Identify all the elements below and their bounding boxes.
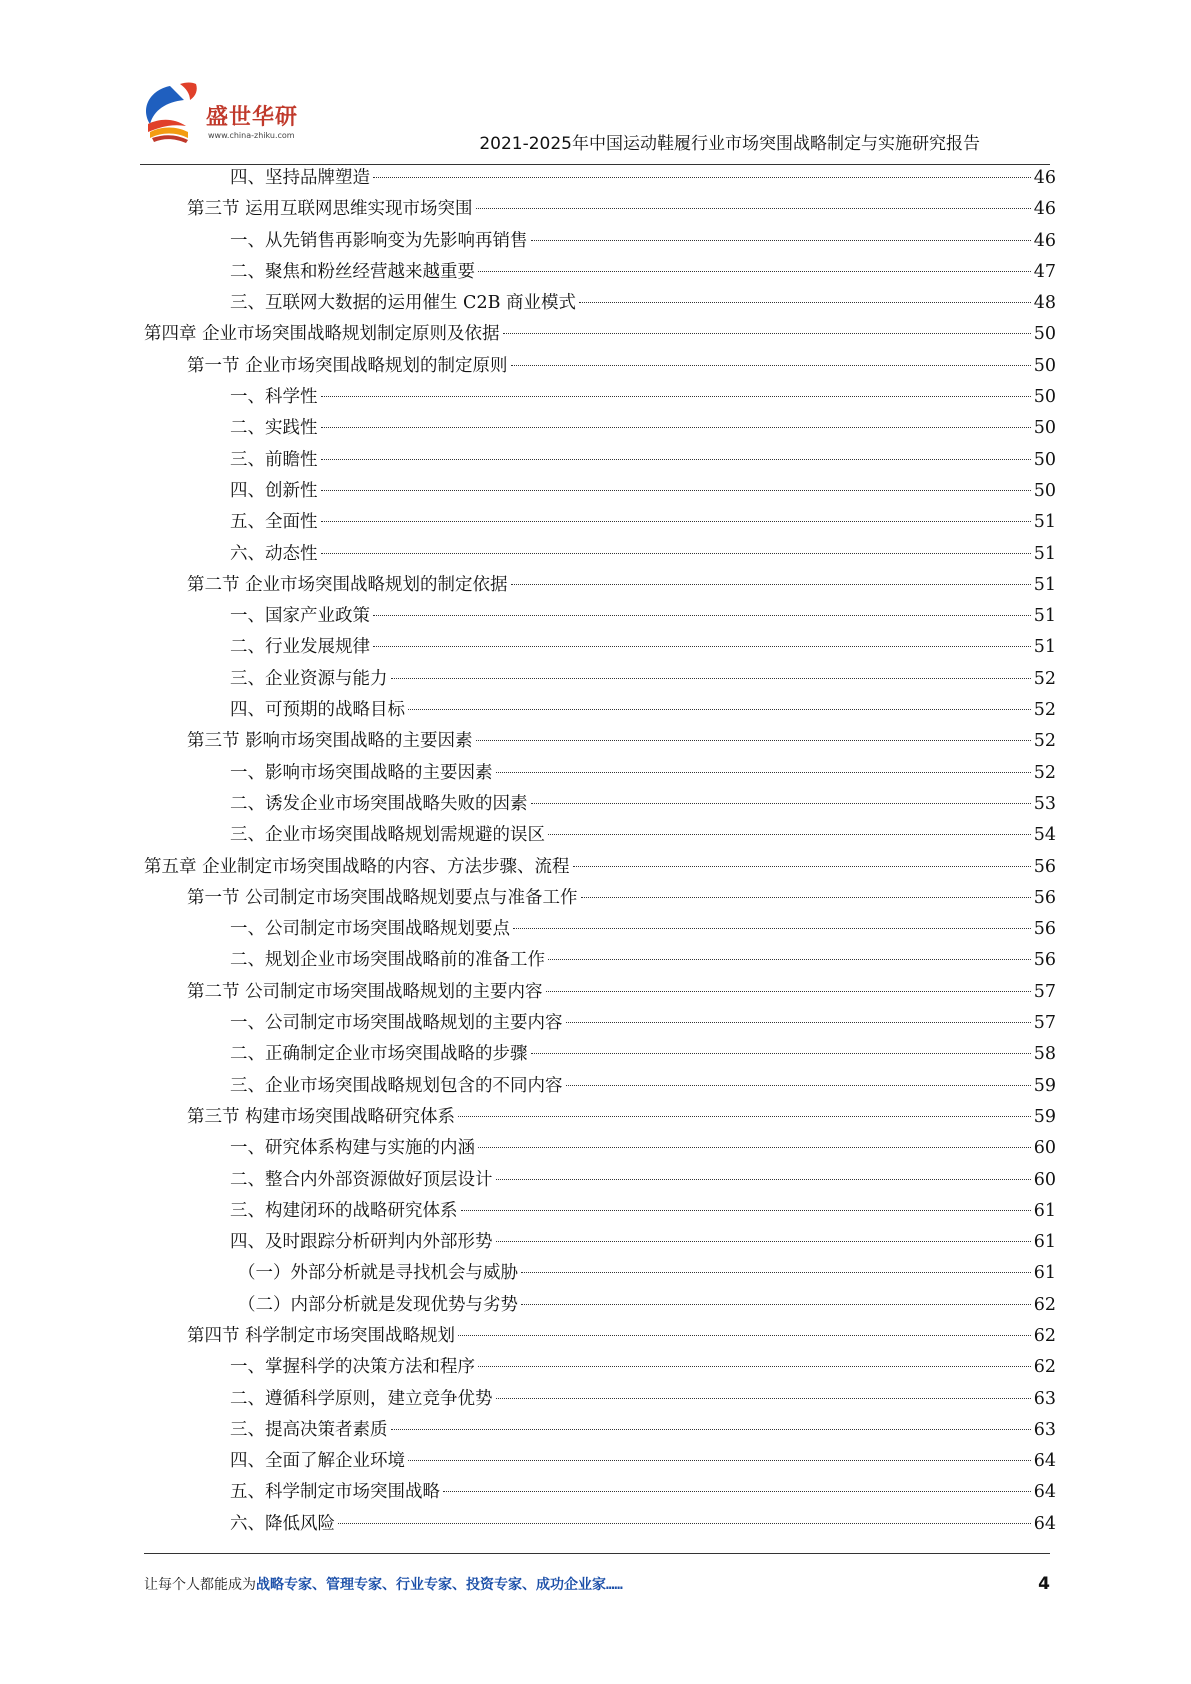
toc-entry-page: 56 [1033, 887, 1056, 908]
toc-entry-page: 59 [1033, 1106, 1056, 1127]
toc-entry-page: 50 [1033, 449, 1056, 470]
page-header [140, 80, 1050, 164]
dot-leader [321, 521, 1031, 522]
toc-entry-page: 61 [1033, 1200, 1056, 1221]
toc-entry-title: 一、影响市场突围战略的主要因素 [230, 762, 493, 783]
toc-entry-title: 第二节 公司制定市场突围战略规划的主要内容 [187, 981, 543, 1002]
toc-entry[interactable] [144, 1321, 1056, 1352]
toc-entry[interactable] [144, 977, 1056, 1008]
toc-entry-title: 一、国家产业政策 [230, 606, 370, 627]
toc-entry[interactable] [144, 601, 1056, 632]
toc-entry-title: 二、整合内外部资源做好顶层设计 [230, 1169, 493, 1190]
toc-entry-title: 四、及时跟踪分析研判内外部形势 [230, 1232, 493, 1253]
toc-entry-page: 50 [1033, 355, 1056, 376]
dot-leader [461, 1210, 1031, 1211]
dot-leader [321, 459, 1031, 460]
toc-entry-page: 60 [1033, 1138, 1056, 1159]
toc-entry-title: （一）外部分析就是寻找机会与威胁 [238, 1263, 518, 1284]
toc-entry[interactable] [144, 413, 1056, 444]
dot-leader [521, 1272, 1031, 1273]
toc-entry-title: 六、动态性 [230, 543, 318, 564]
toc-entry-page: 53 [1033, 793, 1056, 814]
toc-entry-page: 63 [1033, 1419, 1056, 1440]
dot-leader [579, 302, 1031, 303]
toc-entry[interactable] [144, 257, 1056, 288]
toc-entry[interactable] [144, 539, 1056, 570]
toc-entry-page: 62 [1033, 1294, 1056, 1315]
toc-entry[interactable] [144, 445, 1056, 476]
dot-leader [521, 1304, 1031, 1305]
toc-entry-title: 一、从先销售再影响变为先影响再销售 [230, 230, 528, 251]
toc-entry[interactable] [144, 852, 1056, 883]
toc-entry[interactable] [144, 288, 1056, 319]
dot-leader [531, 1053, 1031, 1054]
toc-entry-title: 第三节 影响市场突围战略的主要因素 [187, 731, 473, 752]
toc-entry[interactable] [144, 1102, 1056, 1133]
toc-entry-title: 一、公司制定市场突围战略规划的主要内容 [230, 1013, 563, 1034]
toc-entry-page: 52 [1033, 731, 1056, 752]
toc-entry-title: 一、研究体系构建与实施的内涵 [230, 1138, 475, 1159]
toc-entry-page: 62 [1033, 1325, 1056, 1346]
dot-leader [443, 1491, 1031, 1492]
toc-entry-title: （二）内部分析就是发现优势与劣势 [238, 1294, 518, 1315]
toc-entry-title: 第一节 企业市场突围战略规划的制定原则 [187, 355, 508, 376]
toc-entry-title: 二、行业发展规律 [230, 637, 370, 658]
toc-entry-page: 52 [1033, 668, 1056, 689]
dot-leader [338, 1523, 1031, 1524]
dot-leader [548, 959, 1031, 960]
toc-entry-page: 50 [1033, 387, 1056, 408]
toc-entry-title: 六、降低风险 [230, 1513, 335, 1534]
dot-leader [496, 1398, 1031, 1399]
dot-leader [566, 1022, 1031, 1023]
dot-leader [478, 271, 1031, 272]
dot-leader [458, 1116, 1031, 1117]
toc-entry-title: 三、构建闭环的战略研究体系 [230, 1200, 458, 1221]
toc-entry-title: 四、创新性 [230, 480, 318, 501]
toc-entry-page: 46 [1033, 168, 1056, 188]
logo-url: www.china-zhiku.com [208, 131, 295, 140]
toc-entry[interactable] [144, 1446, 1056, 1477]
toc-entry-page: 54 [1033, 825, 1056, 846]
toc-entry-page: 64 [1033, 1451, 1056, 1472]
toc-entry-page: 46 [1033, 199, 1056, 220]
footer-slogan-highlight: 战略专家、管理专家、行业专家、投资专家、成功企业家…… [256, 1577, 623, 1593]
dot-leader [458, 1335, 1031, 1336]
toc-entry-title: 三、前瞻性 [230, 449, 318, 470]
toc-entry[interactable] [144, 1290, 1056, 1321]
toc-entry-page: 57 [1033, 981, 1056, 1002]
toc-entry[interactable] [144, 1008, 1056, 1039]
footer-slogan-prefix: 让每个人都能成为 [144, 1577, 256, 1593]
dot-leader [408, 709, 1031, 710]
toc-entry-page: 51 [1033, 543, 1056, 564]
toc-entry-page: 56 [1033, 919, 1056, 940]
logo-text: 盛世华研 [206, 105, 299, 130]
toc-entry-page: 56 [1033, 950, 1056, 971]
toc-entry[interactable] [144, 1415, 1056, 1446]
toc-entry-page: 51 [1033, 574, 1056, 595]
dot-leader [478, 1147, 1031, 1148]
toc-entry[interactable] [144, 695, 1056, 726]
toc-entry-title: 四、坚持品牌塑造 [230, 168, 370, 188]
toc-entry-page: 51 [1033, 637, 1056, 658]
toc-entry[interactable] [144, 1071, 1056, 1102]
toc-entry-page: 46 [1033, 230, 1056, 251]
dot-leader [321, 427, 1031, 428]
dot-leader [496, 1241, 1031, 1242]
toc-entry[interactable] [144, 945, 1056, 976]
toc-entry-page: 63 [1033, 1388, 1056, 1409]
toc-entry-title: 第四节 科学制定市场突围战略规划 [187, 1325, 456, 1346]
dot-leader [321, 490, 1031, 491]
toc-entry-title: 三、企业市场突围战略规划需规避的误区 [230, 825, 545, 846]
dot-leader [478, 1366, 1031, 1367]
dot-leader [531, 240, 1031, 241]
toc-entry-page: 61 [1033, 1263, 1056, 1284]
toc-entry-title: 第三节 构建市场突围战略研究体系 [187, 1106, 456, 1127]
toc-entry-title: 一、公司制定市场突围战略规划要点 [230, 919, 510, 940]
footer-divider [144, 1553, 1050, 1554]
dot-leader [503, 333, 1031, 334]
toc-entry-title: 二、正确制定企业市场突围战略的步骤 [230, 1044, 528, 1065]
toc-entry[interactable] [144, 1352, 1056, 1383]
toc-entry[interactable] [144, 194, 1056, 225]
dot-leader [391, 678, 1031, 679]
toc-entry-title: 第三节 运用互联网思维实现市场突围 [187, 199, 473, 220]
dot-leader [476, 208, 1031, 209]
dot-leader [408, 1460, 1031, 1461]
logo-mark-icon [140, 80, 210, 146]
toc-entry-title: 二、聚焦和粉丝经营越来越重要 [230, 261, 475, 282]
toc-entry-page: 64 [1033, 1513, 1056, 1534]
toc-entry-page: 64 [1033, 1482, 1056, 1503]
toc-entry-page: 61 [1033, 1232, 1056, 1253]
toc-entry-title: 三、企业市场突围战略规划包含的不同内容 [230, 1075, 563, 1096]
toc-entry-title: 二、规划企业市场突围战略前的准备工作 [230, 950, 545, 971]
toc-entry[interactable] [144, 789, 1056, 820]
toc-entry[interactable] [144, 1227, 1056, 1258]
toc-entry-title: 第五章 企业制定市场突围战略的内容、方法步骤、流程 [144, 856, 570, 877]
toc-entry-title: 第四章 企业市场突围战略规划制定原则及依据 [144, 324, 500, 345]
toc-entry[interactable] [144, 914, 1056, 945]
dot-leader [513, 928, 1031, 929]
report-title: 2021-2025年中国运动鞋履行业市场突围战略制定与实施研究报告 [479, 134, 980, 154]
dot-leader [581, 897, 1031, 898]
toc-entry[interactable] [144, 382, 1056, 413]
toc-entry-page: 56 [1033, 856, 1056, 877]
dot-leader [476, 740, 1031, 741]
toc-entry-title: 三、提高决策者素质 [230, 1419, 388, 1440]
toc-entry[interactable] [144, 883, 1056, 914]
toc-entry[interactable] [144, 1509, 1056, 1540]
toc-entry-title: 二、遵循科学原则，建立竞争优势 [230, 1388, 493, 1409]
dot-leader [373, 177, 1031, 178]
toc-entry-title: 四、全面了解企业环境 [230, 1451, 405, 1472]
page-number: 4 [1038, 1574, 1050, 1594]
dot-leader [373, 646, 1031, 647]
toc-entry[interactable] [144, 1477, 1056, 1508]
toc-entry[interactable] [144, 726, 1056, 757]
toc-entry[interactable] [144, 570, 1056, 601]
toc-entry[interactable] [144, 226, 1056, 257]
dot-leader [496, 1179, 1031, 1180]
toc-entry-title: 五、科学制定市场突围战略 [230, 1482, 440, 1503]
toc-entry-title: 三、企业资源与能力 [230, 668, 388, 689]
toc-entry[interactable] [144, 476, 1056, 507]
dot-leader [546, 991, 1031, 992]
dot-leader [321, 396, 1031, 397]
toc-entry[interactable] [144, 758, 1056, 789]
toc-entry[interactable] [144, 1196, 1056, 1227]
dot-leader [373, 615, 1031, 616]
toc-entry-page: 50 [1033, 324, 1056, 345]
toc-entry[interactable] [144, 163, 1056, 194]
dot-leader [573, 866, 1031, 867]
toc-entry-title: 二、实践性 [230, 418, 318, 439]
toc-entry-title: 二、诱发企业市场突围战略失败的因素 [230, 793, 528, 814]
dot-leader [511, 365, 1031, 366]
toc-entry-title: 第一节 公司制定市场突围战略规划要点与准备工作 [187, 887, 578, 908]
toc-entry-page: 51 [1033, 606, 1056, 627]
toc-entry[interactable] [144, 1258, 1056, 1289]
toc-entry-page: 57 [1033, 1013, 1056, 1034]
dot-leader [548, 834, 1031, 835]
toc-entry[interactable] [144, 820, 1056, 851]
toc-entry-page: 59 [1033, 1075, 1056, 1096]
toc-entry-title: 一、掌握科学的决策方法和程序 [230, 1357, 475, 1378]
dot-leader [321, 553, 1031, 554]
page-footer [144, 1574, 1050, 1598]
toc-entry[interactable] [144, 319, 1056, 350]
toc-entry-page: 52 [1033, 762, 1056, 783]
toc-entry[interactable] [144, 1133, 1056, 1164]
toc-entry-page: 51 [1033, 512, 1056, 533]
dot-leader [566, 1085, 1031, 1086]
toc-entry-page: 58 [1033, 1044, 1056, 1065]
toc-entry-page: 50 [1033, 480, 1056, 501]
toc-entry[interactable] [144, 664, 1056, 695]
dot-leader [496, 772, 1031, 773]
toc-entry[interactable] [144, 1384, 1056, 1415]
dot-leader [511, 584, 1031, 585]
toc-entry[interactable] [144, 632, 1056, 663]
dot-leader [391, 1429, 1031, 1430]
toc-entry-page: 50 [1033, 418, 1056, 439]
toc-entry-title: 四、可预期的战略目标 [230, 700, 405, 721]
toc-entry-title: 三、互联网大数据的运用催生 C2B 商业模式 [230, 293, 577, 314]
toc-entry[interactable] [144, 1165, 1056, 1196]
dot-leader [531, 803, 1031, 804]
company-logo [140, 80, 300, 150]
toc-entry-page: 62 [1033, 1357, 1056, 1378]
toc-entry-page: 47 [1033, 261, 1056, 282]
toc-entry-page: 52 [1033, 700, 1056, 721]
toc-entry[interactable] [144, 1039, 1056, 1070]
toc-entry-title: 第二节 企业市场突围战略规划的制定依据 [187, 574, 508, 595]
toc-entry[interactable] [144, 351, 1056, 382]
table-of-contents [144, 163, 1056, 1540]
toc-entry[interactable] [144, 507, 1056, 538]
toc-entry-page: 60 [1033, 1169, 1056, 1190]
toc-entry-title: 五、全面性 [230, 512, 318, 533]
toc-entry-title: 一、科学性 [230, 387, 318, 408]
toc-entry-page: 48 [1033, 293, 1056, 314]
